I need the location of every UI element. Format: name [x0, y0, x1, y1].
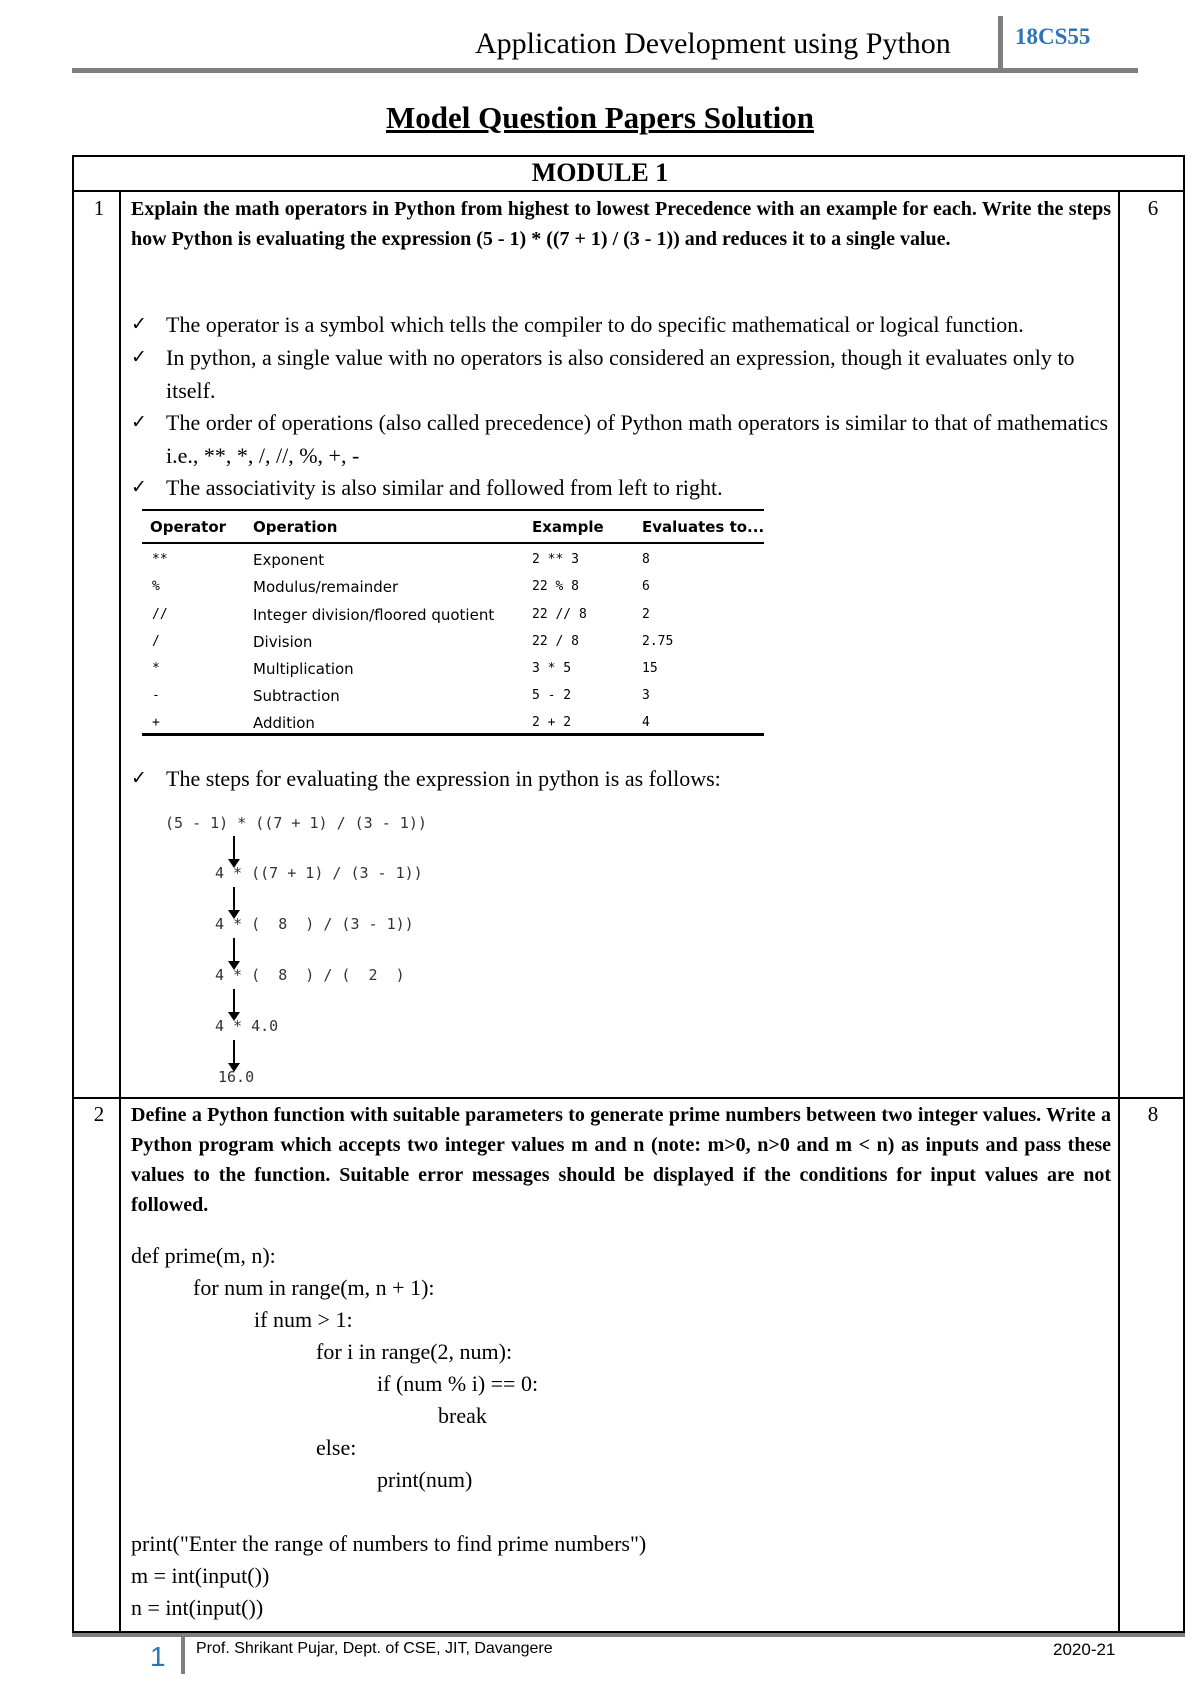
table-cell: Addition: [253, 714, 315, 732]
evaluation-step: 4 * ((7 + 1) / (3 - 1)): [215, 864, 423, 882]
checkmark-icon: ✓: [131, 767, 147, 789]
table-cell: 3 * 5: [532, 661, 572, 676]
header-rule: [72, 68, 1138, 73]
down-arrow-icon: [233, 938, 235, 964]
checkmark-icon: ✓: [131, 476, 147, 498]
footer-rule: [72, 1633, 1185, 1637]
table-cell: 6: [642, 579, 650, 594]
checkmark-icon: ✓: [131, 411, 147, 433]
header-title: Application Development using Python: [475, 27, 951, 60]
table-cell: Modulus/remainder: [253, 578, 399, 596]
code-line: for num in range(m, n + 1):: [193, 1275, 435, 1300]
table-cell: %: [152, 579, 160, 594]
header-divider: [998, 16, 1003, 72]
question-marks: 8: [1147, 1102, 1159, 1126]
code-line: for i in range(2, num):: [316, 1339, 513, 1364]
answer-bullet: ✓ The associativity is also similar and followed from left to right.: [131, 471, 1111, 504]
question-row-divider: [72, 1097, 1185, 1099]
number-column-divider: [119, 190, 121, 1633]
document-title: Model Question Papers Solution: [385, 100, 814, 135]
code-line: print("Enter the range of numbers to find prime numbers"): [131, 1531, 647, 1556]
table-cell: **: [152, 552, 168, 567]
footer-divider: [181, 1637, 185, 1674]
marks-column-divider: [1118, 190, 1120, 1633]
evaluation-step: (5 - 1) * ((7 + 1) / (3 - 1)): [165, 814, 427, 832]
question-text: Explain the math operators in Python from highest to lowest Precedence with an example for each. Write the steps how Python is evaluating the expression (5 - 1) * ((7 + 1) / (3 - 1)) and reduces it to a single value.: [131, 198, 1111, 250]
table-cell: /: [152, 634, 160, 649]
checkmark-icon: ✓: [131, 346, 147, 368]
question-number: 2: [93, 1102, 105, 1126]
code-line: else:: [316, 1435, 357, 1460]
table-cell: *: [152, 661, 160, 676]
table-header: Operator: [150, 518, 227, 536]
code-line: break: [438, 1403, 487, 1428]
code-line: m = int(input()): [131, 1563, 270, 1588]
checkmark-icon: ✓: [131, 313, 147, 335]
table-cell: 2 + 2: [532, 715, 572, 730]
code-line: def prime(m, n):: [131, 1243, 276, 1268]
code-line: if num > 1:: [254, 1307, 353, 1332]
answer-bullet: ✓ In python, a single value with no operators is also considered an expression, though it evaluates only to itself.: [131, 341, 1111, 407]
table-cell: 5 - 2: [532, 688, 572, 703]
table-cell: -: [152, 688, 160, 703]
table-cell: Integer division/floored quotient: [253, 606, 495, 624]
table-cell: 4: [642, 715, 650, 730]
evaluation-step: 4 * ( 8 ) / ( 2 ): [215, 966, 405, 984]
code-line: print(num): [377, 1467, 473, 1492]
table-cell: 3: [642, 688, 650, 703]
down-arrow-icon: [233, 989, 235, 1015]
answer-bullet: ✓ The operator is a symbol which tells the compiler to do specific mathematical or logical function.: [131, 308, 1111, 341]
down-arrow-icon: [233, 887, 235, 913]
table-cell: 15: [642, 661, 658, 676]
table-cell: +: [152, 715, 160, 730]
code-line: if (num % i) == 0:: [377, 1371, 539, 1396]
table-cell: 22 / 8: [532, 634, 579, 649]
table-cell: Multiplication: [253, 660, 354, 678]
down-arrow-icon: [233, 836, 235, 862]
table-cell: Subtraction: [253, 687, 340, 705]
evaluation-step: 4 * 4.0: [215, 1017, 279, 1035]
module-heading: MODULE 1: [531, 158, 669, 187]
table-cell: 22 % 8: [532, 579, 579, 594]
table-header: Evaluates to...: [642, 518, 765, 536]
table-cell: 2 ** 3: [532, 552, 579, 567]
table-header: Operation: [253, 518, 338, 536]
footer-author: Prof. Shrikant Pujar, Dept. of CSE, JIT, Davangere: [196, 1640, 553, 1657]
table-cell: 8: [642, 552, 650, 567]
table-cell: Division: [253, 633, 313, 651]
down-arrow-icon: [233, 1040, 235, 1066]
footer-year: 2020-21: [1053, 1640, 1116, 1659]
table-cell: Exponent: [253, 551, 325, 569]
table-cell: 2: [642, 607, 650, 622]
code-line: n = int(input()): [131, 1595, 264, 1620]
table-cell: //: [152, 607, 168, 622]
question-number: 1: [93, 196, 105, 220]
table-cell: 2.75: [642, 634, 674, 649]
answer-bullet: ✓ The steps for evaluating the expression in python is as follows:: [131, 762, 1111, 795]
module-row-divider: [72, 190, 1185, 192]
evaluation-step: 4 * ( 8 ) / (3 - 1)): [215, 915, 414, 933]
course-code: 18CS55: [1015, 24, 1091, 49]
question-text: Define a Python function with suitable parameters to generate prime numbers between two integer values. Write a Python program which accepts two integer values m and n (note: m>0, n>0 and m < n) as inputs and pass these values to the function. Suitable error messages should be displayed if the conditions for input values are not followed.: [131, 1104, 1111, 1216]
page-number: 1: [150, 1641, 166, 1672]
evaluation-result: 16.0: [218, 1068, 255, 1086]
table-header: Example: [532, 518, 604, 536]
table-cell: 22 // 8: [532, 607, 587, 622]
question-marks: 6: [1147, 196, 1159, 220]
answer-bullet: ✓ The order of operations (also called precedence) of Python math operators is similar to that of mathematics i.e., **, *, /, //, %, +, -: [131, 406, 1111, 472]
